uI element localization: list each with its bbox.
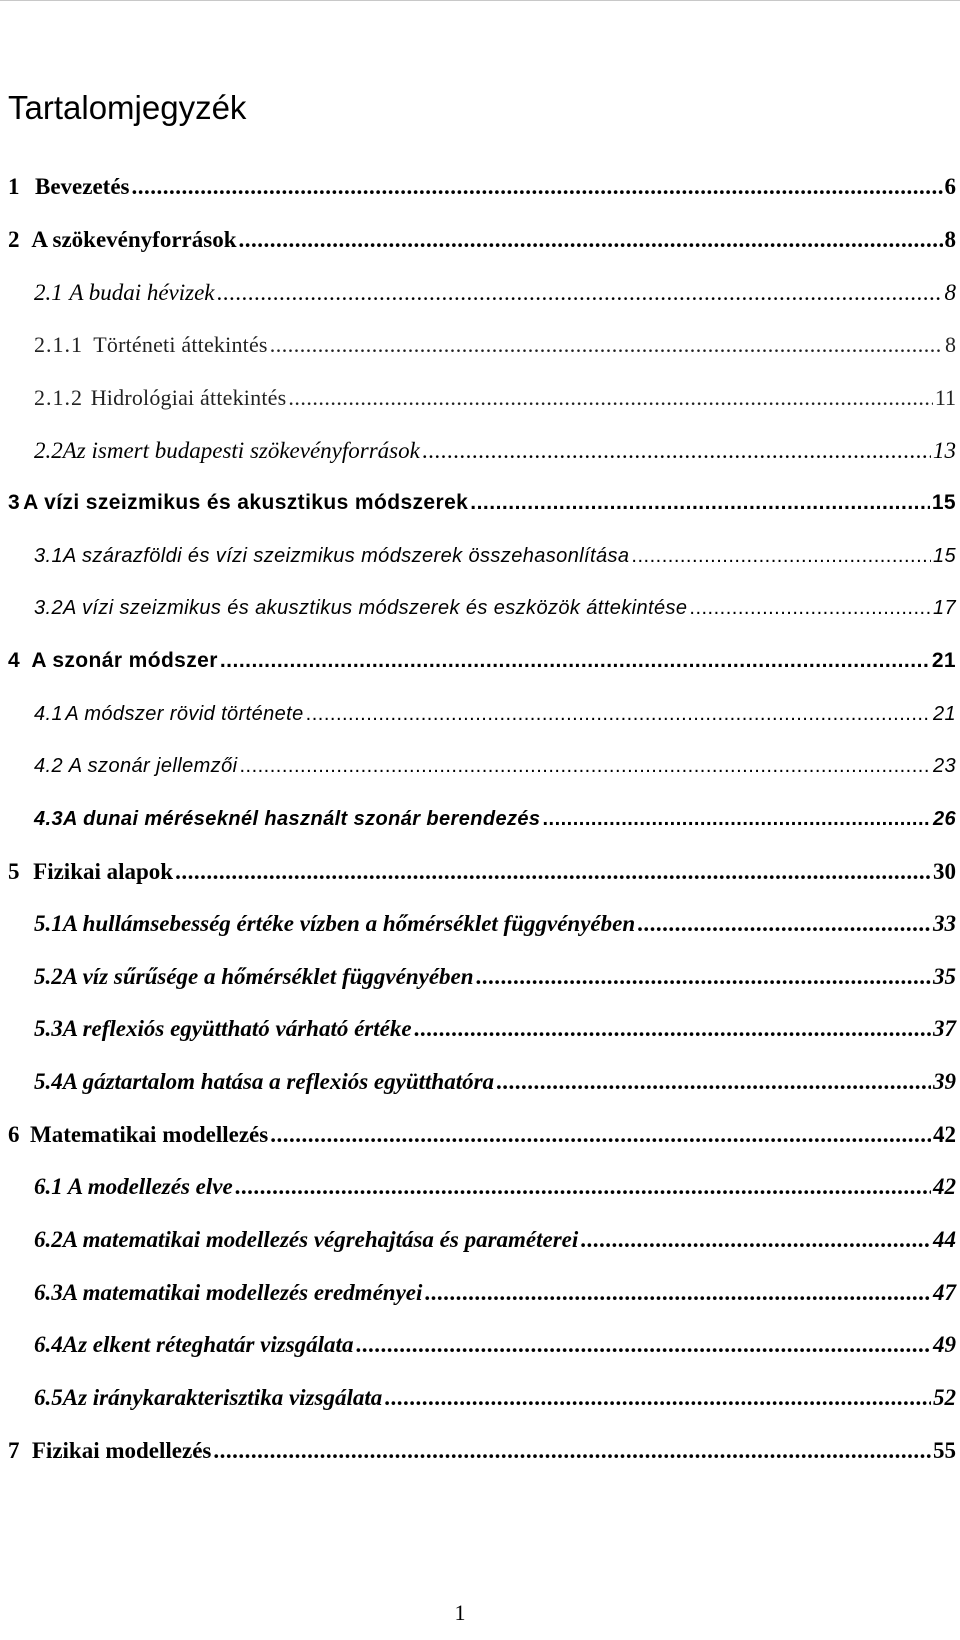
dot-leader: [470, 482, 930, 524]
dot-leader: [175, 851, 931, 893]
toc-entry-number: 1: [8, 174, 20, 199]
dot-leader: [384, 1377, 931, 1419]
toc-entry-number: 5.1: [34, 911, 63, 936]
toc-entry-title: Fizikai alapok: [33, 859, 174, 884]
dot-leader: [288, 377, 932, 419]
toc-entry-title: A dunai méréseknél használt szonár berendezés: [63, 808, 541, 830]
toc-entry-page: 52: [933, 1385, 956, 1410]
toc-entry-number: 3: [8, 491, 21, 514]
toc-entry-6-2[interactable]: [0, 1219, 960, 1261]
toc-entry-6-3[interactable]: [0, 1272, 960, 1314]
toc-entry-4-2[interactable]: [0, 745, 960, 787]
toc-entry-page: 35: [933, 964, 956, 989]
toc-entry-4-3[interactable]: [0, 798, 960, 840]
toc-entry-number: 5: [8, 859, 20, 884]
toc-entry-5-4[interactable]: [0, 1061, 960, 1103]
dot-leader: [355, 1324, 931, 1366]
dot-leader: [542, 798, 931, 840]
toc-entry-page: 15: [931, 491, 956, 514]
dot-leader: [220, 640, 930, 682]
dot-leader: [235, 1166, 931, 1208]
toc-entry-3[interactable]: [0, 482, 960, 524]
toc-entry-page: 33: [933, 911, 956, 936]
toc-entry-title: Hidrológiai áttekintés: [90, 385, 287, 410]
toc-entry-title: A szonár módszer: [31, 649, 218, 672]
toc-entry-1[interactable]: [0, 166, 960, 208]
toc-entry-number: 4: [8, 649, 21, 672]
top-rule: [0, 0, 960, 1]
toc-entry-number: 6.1: [34, 1174, 63, 1199]
toc-entry-number: 4.2: [34, 755, 64, 777]
toc-entry-title: A modellezés elve: [67, 1174, 233, 1199]
toc-entry-page: 44: [933, 1227, 956, 1252]
toc-entry-title: A szonár jellemzői: [68, 755, 238, 777]
toc-entry-page: 11: [934, 385, 956, 410]
toc-entry-title: A gáztartalom hatása a reflexiós együtthatóra: [62, 1069, 495, 1094]
toc-entry-5-3[interactable]: [0, 1008, 960, 1050]
toc-entry-number: 2: [8, 227, 20, 252]
toc-entry-5[interactable]: [0, 851, 960, 893]
toc-entry-title: A vízi szeizmikus és akusztikus módszerek és eszközök áttekintése: [63, 597, 688, 619]
toc-entry-title: Fizikai modellezés: [31, 1438, 212, 1463]
dot-leader: [496, 1061, 931, 1103]
toc-entry-title: Matematikai modellezés: [29, 1122, 269, 1147]
toc-entry-number: 5.3: [34, 1016, 63, 1041]
toc-entry-number: 2.1: [34, 280, 63, 305]
toc-entry-6-5[interactable]: [0, 1377, 960, 1419]
toc-entry-page: 15: [932, 545, 956, 567]
document-title: Tartalomjegyzék: [8, 89, 247, 126]
dot-leader: [414, 1008, 931, 1050]
toc-entry-2-1[interactable]: [0, 272, 960, 314]
toc-entry-title: A víz sűrűsége a hőmérséklet függvényében: [62, 964, 474, 989]
toc-entry-page: 6: [944, 174, 956, 199]
toc-entry-number: 6.2: [34, 1227, 63, 1252]
toc-entry-page: 21: [932, 703, 956, 725]
toc-entry-title: A szárazföldi és vízi szeizmikus módszerek összehasonlítása: [63, 545, 630, 567]
toc-entry-page: 42: [933, 1174, 956, 1199]
toc-entry-title: A hullámsebesség értéke vízben a hőmérséklet függvényében: [62, 911, 636, 936]
toc-entry-number: 2.1.1: [34, 332, 83, 357]
toc-entry-number: 7: [8, 1438, 20, 1463]
dot-leader: [213, 1430, 931, 1472]
toc-entry-title: Bevezetés: [34, 174, 130, 199]
toc-entry-number: 5.2: [34, 964, 63, 989]
toc-entry-2[interactable]: [0, 219, 960, 261]
page-number: 1: [454, 1600, 466, 1625]
toc-entry-page: 30: [933, 859, 956, 884]
dot-leader: [422, 430, 931, 472]
dot-leader: [580, 1219, 931, 1261]
toc-entry-page: 37: [933, 1016, 956, 1041]
dot-leader: [270, 324, 943, 366]
toc-entry-title: Az iránykarakterisztika vizsgálata: [62, 1385, 383, 1410]
toc-entry-title: A matematikai modellezés eredményei: [62, 1280, 423, 1305]
toc-entry-page: 47: [933, 1280, 956, 1305]
toc-entry-number: 3.2: [34, 597, 64, 619]
dot-leader: [476, 956, 931, 998]
toc-entry-title: A szökevényforrások: [31, 227, 237, 252]
toc-entry-number: 2.2: [34, 438, 63, 463]
toc-entry-number: 6: [8, 1122, 20, 1147]
toc-entry-7[interactable]: [0, 1430, 960, 1472]
dot-leader: [270, 1114, 931, 1156]
toc-entry-page: 8: [944, 227, 956, 252]
toc-entry-number: 3.1: [34, 545, 64, 567]
toc-entry-title: Történeti áttekintés: [93, 332, 268, 357]
toc-entry-3-2[interactable]: [0, 587, 960, 629]
toc-entry-page: 8: [945, 332, 956, 357]
dot-leader: [131, 166, 942, 208]
toc-entry-title: Az ismert budapesti szökevényforrások: [62, 438, 420, 463]
dot-leader: [239, 219, 943, 261]
toc-entry-6-1[interactable]: [0, 1166, 960, 1208]
toc-entry-2-1-2[interactable]: [0, 377, 960, 419]
toc-entry-4-1[interactable]: [0, 693, 960, 735]
toc-entry-5-1[interactable]: [0, 903, 960, 945]
toc-entry-page: 21: [931, 649, 956, 672]
toc-entry-page: 8: [944, 280, 956, 305]
dot-leader: [306, 693, 931, 735]
toc-entry-number: 2.1.2: [34, 385, 83, 410]
toc-entry-number: 4.1: [34, 703, 64, 725]
toc-entry-title: A reflexiós együttható várható értéke: [62, 1016, 412, 1041]
toc-entry-page: 39: [933, 1069, 956, 1094]
toc-entry-number: 6.3: [34, 1280, 63, 1305]
toc-entry-4[interactable]: [0, 640, 960, 682]
toc-entry-page: 26: [932, 808, 956, 830]
toc-entry-title: A matematikai modellezés végrehajtása és paraméterei: [62, 1227, 579, 1252]
toc-entry-title: A budai hévizek: [69, 280, 215, 305]
toc-entry-number: 6.4: [34, 1332, 63, 1357]
toc-entry-title: Az elkent réteghatár vizsgálata: [62, 1332, 354, 1357]
dot-leader: [631, 535, 931, 577]
toc-entry-2-2[interactable]: [0, 430, 960, 472]
toc-entry-page: 55: [933, 1438, 956, 1463]
dot-leader: [424, 1272, 931, 1314]
toc-entry-number: 6.5: [34, 1385, 63, 1410]
dot-leader: [637, 903, 931, 945]
toc-entry-2-1-1[interactable]: [0, 324, 960, 366]
toc-entry-5-2[interactable]: [0, 956, 960, 998]
toc-entry-6-4[interactable]: [0, 1324, 960, 1366]
toc-entry-page: 42: [933, 1122, 956, 1147]
dot-leader: [217, 272, 943, 314]
toc-entry-number: 5.4: [34, 1069, 63, 1094]
toc-entry-page: 23: [932, 755, 956, 777]
toc-entry-page: 17: [932, 597, 956, 619]
dot-leader: [689, 587, 931, 629]
toc-entry-number: 4.3: [34, 808, 64, 830]
toc-entry-title: A módszer rövid története: [65, 703, 304, 725]
toc-entry-title: A vízi szeizmikus és akusztikus módszerek: [23, 491, 469, 514]
toc-entry-page: 13: [933, 438, 956, 463]
toc-entry-3-1[interactable]: [0, 535, 960, 577]
toc-entry-page: 49: [933, 1332, 956, 1357]
toc-entry-6[interactable]: [0, 1114, 960, 1156]
dot-leader: [239, 745, 931, 787]
